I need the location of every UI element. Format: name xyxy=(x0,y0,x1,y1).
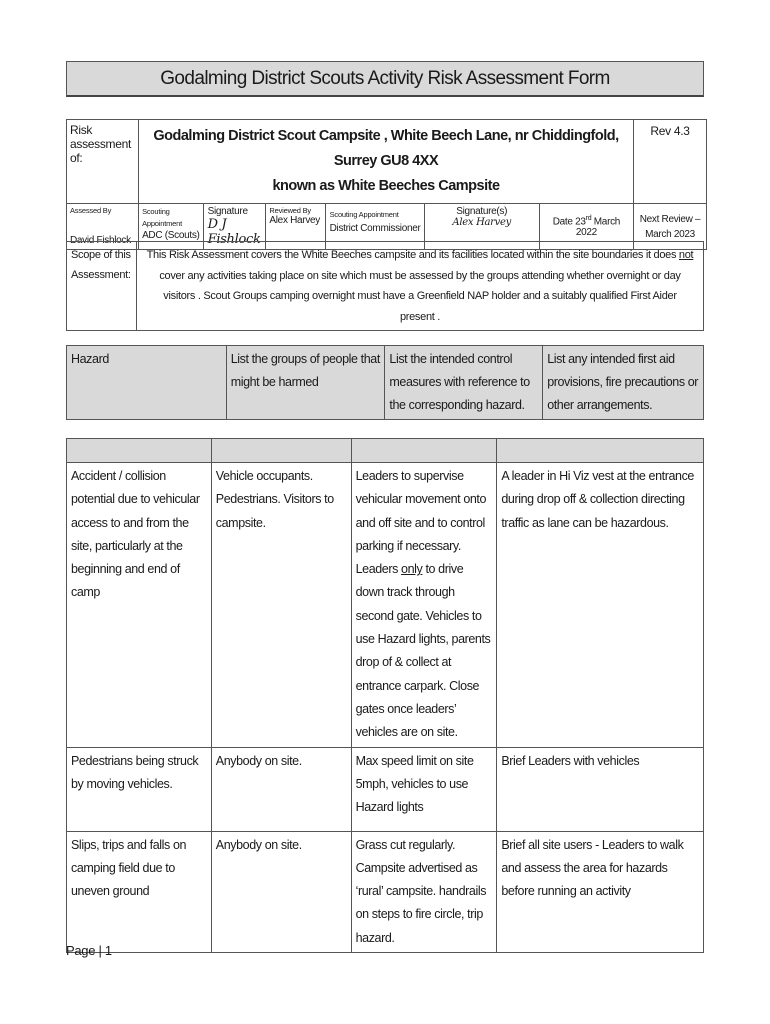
reviewer-appointment-value: District Commissioner xyxy=(329,223,421,234)
column-header-people: List the groups of people that might be harmed xyxy=(226,346,385,420)
revision-number: Rev 4.3 xyxy=(633,120,706,204)
column-header-hazard: Hazard xyxy=(67,346,227,420)
assessment-header-table xyxy=(66,119,707,250)
people-cell: Vehicle occupants. Pedestrians. Visitors to campsite. xyxy=(211,463,351,748)
people-cell: Anybody on site. xyxy=(211,831,351,952)
reviewer-signature: Alex Harvey xyxy=(452,217,511,228)
table-row xyxy=(67,463,704,748)
table-row xyxy=(67,831,704,952)
column-header-first-aid: List any intended first aid provisions, fire precautions or other arrangements. xyxy=(543,346,704,420)
controls-cell: Leaders to supervise vehicular movement onto and off site and to control parking if necessary. Leaders only to drive down track through second gate. Vehicles to use Hazard lights, parents drop of & collect at entrance carpark. Close gates once leaders’ vehicles are on site. xyxy=(351,463,497,748)
controls-cell: Max speed limit on site 5mph, vehicles to use Hazard lights xyxy=(351,747,497,831)
assessment-date: Date 23rd March 2022 xyxy=(539,204,633,250)
controls-cell: Grass cut regularly. Campsite advertised as ‘rural’ campsite. handrails on steps to fire circle, trip hazard. xyxy=(351,831,497,952)
campsite-known-as-line: known as White Beeches Campsite xyxy=(272,178,500,194)
hazard-cell: Pedestrians being struck by moving vehicles. xyxy=(67,747,212,831)
scope-text: This Risk Assessment covers the White Beeches campsite and its facilities located within the site boundaries it does not cover any activities taking place on site which must be assessed by the groups attending whether overnight or day visitors . Scout Groups camping overnight must have a Greenfield NAP holder and a suitably qualified First Aider present . xyxy=(136,242,703,331)
page-number: Page | 1 xyxy=(66,943,112,958)
assessor-signature: D J Fishlock xyxy=(207,217,261,247)
hazard-table xyxy=(66,438,704,953)
reviewer-appointment-label: Scouting Appointment xyxy=(329,210,399,219)
column-header-controls: List the intended control measures with reference to the corresponding hazard. xyxy=(385,346,543,420)
first-aid-cell: Brief all site users - Leaders to walk and assess the area for hazards before running an activity xyxy=(497,831,704,952)
reviewed-by-label: Reviewed By xyxy=(269,206,311,215)
next-review-date: Next Review – March 2023 xyxy=(633,204,706,250)
form-title: Godalming District Scouts Activity Risk Assessment Form xyxy=(66,61,704,97)
assessed-by-label: Assessed By xyxy=(70,206,112,215)
table-row xyxy=(67,439,704,463)
scope-table xyxy=(66,241,704,331)
reviewer-signature-label: Signature(s) xyxy=(456,206,508,217)
hazard-cell: Slips, trips and falls on camping field due to uneven ground xyxy=(67,831,212,952)
assessed-by-name: David Fishlock xyxy=(70,235,131,246)
risk-assessment-label: Risk assessment of: xyxy=(67,120,139,204)
hazard-cell: Accident / collision potential due to vehicular access to and from the site, particularly at the beginning and end of camp xyxy=(67,463,212,748)
scouting-appointment-label: Scouting Appointment xyxy=(142,207,182,228)
reviewed-by-name: Alex Harvey xyxy=(269,215,320,226)
first-aid-cell: A leader in Hi Viz vest at the entrance during drop off & collection directing traffic as lane can be hazardous. xyxy=(497,463,704,748)
table-row xyxy=(67,747,704,831)
campsite-name xyxy=(139,120,634,204)
scope-label: Scope of this Assessment: xyxy=(67,242,137,331)
signature-label: Signature xyxy=(207,206,248,217)
column-header-table xyxy=(66,345,704,420)
campsite-address-line: Godalming District Scout Campsite , White Beech Lane, nr Chiddingfold, Surrey GU8 4XX xyxy=(153,128,619,169)
first-aid-cell: Brief Leaders with vehicles xyxy=(497,747,704,831)
people-cell: Anybody on site. xyxy=(211,747,351,831)
scouting-appointment-value: ADC (Scouts) xyxy=(142,230,200,241)
